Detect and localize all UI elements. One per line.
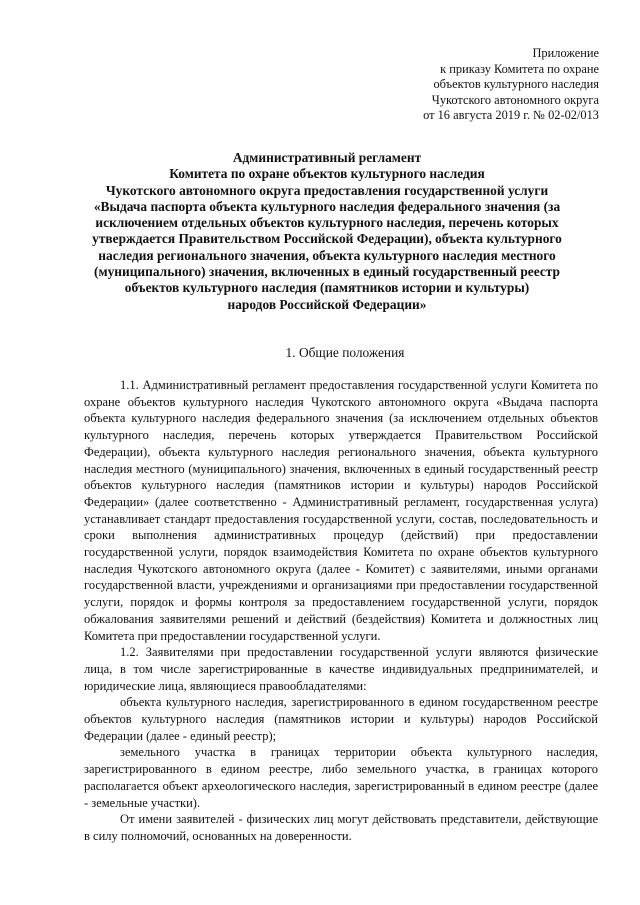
title-line: Комитета по охране объектов культурного наследия — [169, 166, 485, 182]
title-line: наследия регионального значения, объекта культурного наследия местного — [98, 247, 556, 263]
document-body — [84, 377, 598, 845]
appendix-line: Чукотского автономного округа — [431, 92, 599, 107]
title-line: Чукотского автономного округа предоставления государственной услуги — [105, 182, 549, 198]
section-heading: 1. Общие положения — [285, 345, 405, 360]
title-line: объектов культурного наследия (памятников истории и культуры) — [124, 280, 530, 296]
appendix-line: объектов культурного наследия — [433, 77, 599, 92]
title-line: утверждается Правительством Российской Федерации), объекта культурного — [92, 231, 562, 247]
title-line: народов Российской Федерации» — [227, 296, 427, 312]
paragraph-representatives: От имени заявителей - физических лиц могут действовать представители, действующие в силу полномочий, основанных на доверенности. — [84, 812, 598, 843]
paragraph-list-item: объекта культурного наследия, зарегистрированного в едином государственном реестре объектов культурного наследия (памятников истории и культуры) народов Российской Федерации (далее - единый реестр); — [84, 695, 598, 743]
document-title — [80, 150, 574, 313]
title-line: исключением отдельных объектов культурного наследия, перечень которых — [95, 215, 559, 231]
appendix-line: от 16 августа 2019 г. № 02-02/013 — [423, 108, 599, 123]
title-line: Административный регламент — [232, 150, 422, 165]
appendix-line: к приказу Комитета по охране — [440, 61, 599, 76]
paragraph-1-1: 1.1. Административный регламент предоставления государственной услуги Комитета по охране объектов культурного наследия Чукотского автономного округа «Выдача паспорта объекта культурного наследия федерального значения (за исключением отдельных объектов культурного наследия, перечень которых утверждается Правительством Российской Федерации), объекта культурного наследия регионального значения, объекта культурного наследия местного (муниципального) значения, включенных в единый государственный реестр объектов культурного наследия (памятников истории и культуры) народов Российской Федерации» (далее соответственно - Административный регламент, государственная услуга) устанавливает стандарт предоставления государственной услуги, состав, последовательность и сроки выполнения административных процедур (действий) при предоставлении государственной услуги, порядок взаимодействия Комитета по охране объектов культурного наследия Чукотского автономного округа (далее - Комитет) с заявителями, иными органами государственной власти, учреждениями и организациями при предоставлении государственной услуги, порядок и формы контроля за предоставлением государственной услуги, порядок обжалования заявителями решений и действий (бездействия) Комитета и должностных лиц Комитета при предоставлении государственной услуги. — [84, 378, 598, 643]
paragraph-list-item: земельного участка в границах территории объекта культурного наследия, зарегистрированного в едином реестре, либо земельного участка, в границах которого располагается объект археологического наследия, зарегистрированный в едином реестре (далее - земельные участки). — [84, 745, 598, 810]
title-line: «Выдача паспорта объекта культурного наследия федерального значения (за — [93, 198, 561, 214]
appendix-line: Приложение — [532, 46, 599, 60]
title-line: (муниципального) значения, включенных в единый государственный реестр — [94, 264, 560, 280]
appendix-block — [339, 46, 599, 124]
paragraph-1-2: 1.2. Заявителями при предоставлении государственной услуги являются физические лица, в том числе зарегистрированные в качестве индивидуальных предпринимателей, и юридические лица, являющиеся правообладателями: — [84, 645, 598, 693]
